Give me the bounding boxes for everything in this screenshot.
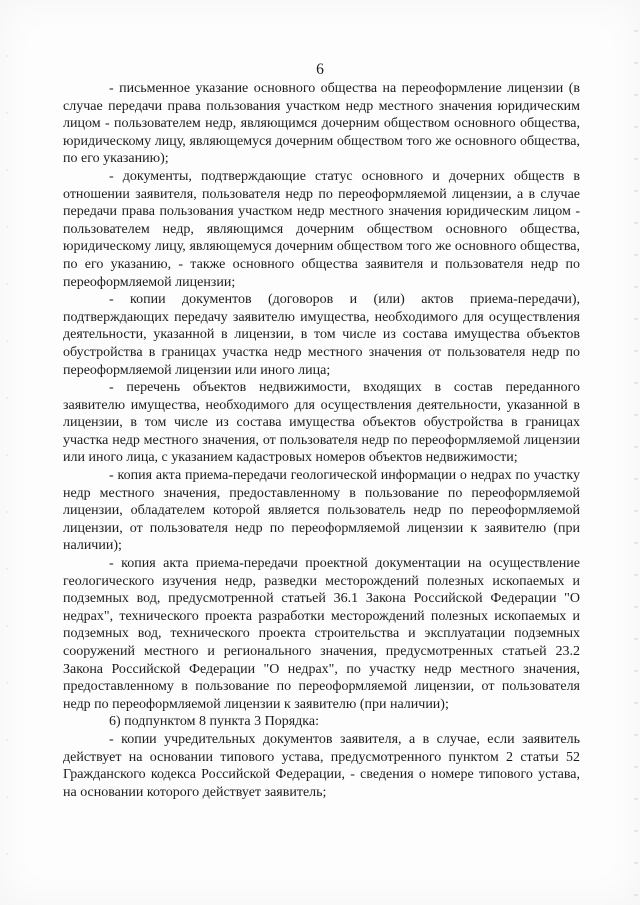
- paragraph-parent-instruction: - письменное указание основного общества на переоформление лицензии (в случае передачи права пользования участком недр местного значения юридическим лицом - пользователем недр, являющимся дочерним обществом основного общества, юридическому лицу, являющемуся дочерним обществом того же основного общества, по его указанию);: [63, 81, 580, 167]
- page-number: 6: [316, 61, 324, 78]
- paragraph-property-transfer-copies: - копии документов (договоров и (или) актов приема-передачи), подтверждающих передачу заявителю имущества, необходимого для осуществления деятельности, указанной в лицензии, в том числе из состава имущества объектов обустройства в границах участка недр местного значения от пользователя недр по переоформляемой лицензии или иного лица;: [63, 292, 580, 378]
- paragraph-status-documents: - документы, подтверждающие статус основного и дочерних обществ в отношении заявителя, пользователя недр по переоформляемой лицензии, а в случае передачи права пользования участком недр местного значения юридическим лицом - пользователем недр, являющимся дочерним обществом основного общества, юридическому лицу, являющемуся дочерним обществом того же основного общества, по его указанию, - также основного общества заявителя и пользователя недр по переоформляемой лицензии;: [63, 168, 580, 290]
- paragraph-founding-documents: - копии учредительных документов заявителя, а в случае, если заявитель действует на основании типового устава, предусмотренного пунктом 2 статьи 52 Гражданского кодекса Российской Федерации, - сведения о номере типового устава, на основании которого действует заявитель;: [63, 731, 580, 800]
- document-body: [63, 80, 580, 801]
- paragraph-geological-info-act: - копия акта приема-передачи геологической информации о недрах по участку недр местного значения, предоставленному в пользование по переоформляемой лицензии, обладателем которой является пользователь недр по переоформляемой лицензии, от пользователя недр по переоформляемой лицензии к заявителю (при наличии);: [63, 468, 580, 554]
- paragraph-subclause-8: 6) подпунктом 8 пункта 3 Порядка:: [109, 714, 319, 730]
- scan-edge-artifact-left: [6, 0, 8, 905]
- paragraph-project-documentation-act: - копия акта приема-передачи проектной документации на осуществление геологического изучения недр, разведки месторождений полезных ископаемых и подземных вод, предусмотренной статьей 36.1 Закона Российской Федерации "О недрах", технического проекта разработки месторождений полезных ископаемых и подземных вод, технического проекта строительства и эксплуатации подземных сооружений местного и регионального значения, предусмотренных статьей 23.2 Закона Российской Федерации "О недрах", по участку недр местного значения, предоставленному в пользование по переоформляемой лицензии, от пользователя недр по переоформляемой лицензии к заявителю (при наличии);: [63, 556, 580, 712]
- scan-edge-artifact: [634, 0, 638, 905]
- paragraph-real-estate-list: - перечень объектов недвижимости, входящих в состав переданного заявителю имущества, необходимого для осуществления деятельности, указанной в лицензии, в том числе из состава имущества объектов обустройства в границах участка недр местного значения, от пользователя недр по переоформляемой лицензии или иного лица, с указанием кадастровых номеров объектов недвижимости;: [63, 380, 580, 466]
